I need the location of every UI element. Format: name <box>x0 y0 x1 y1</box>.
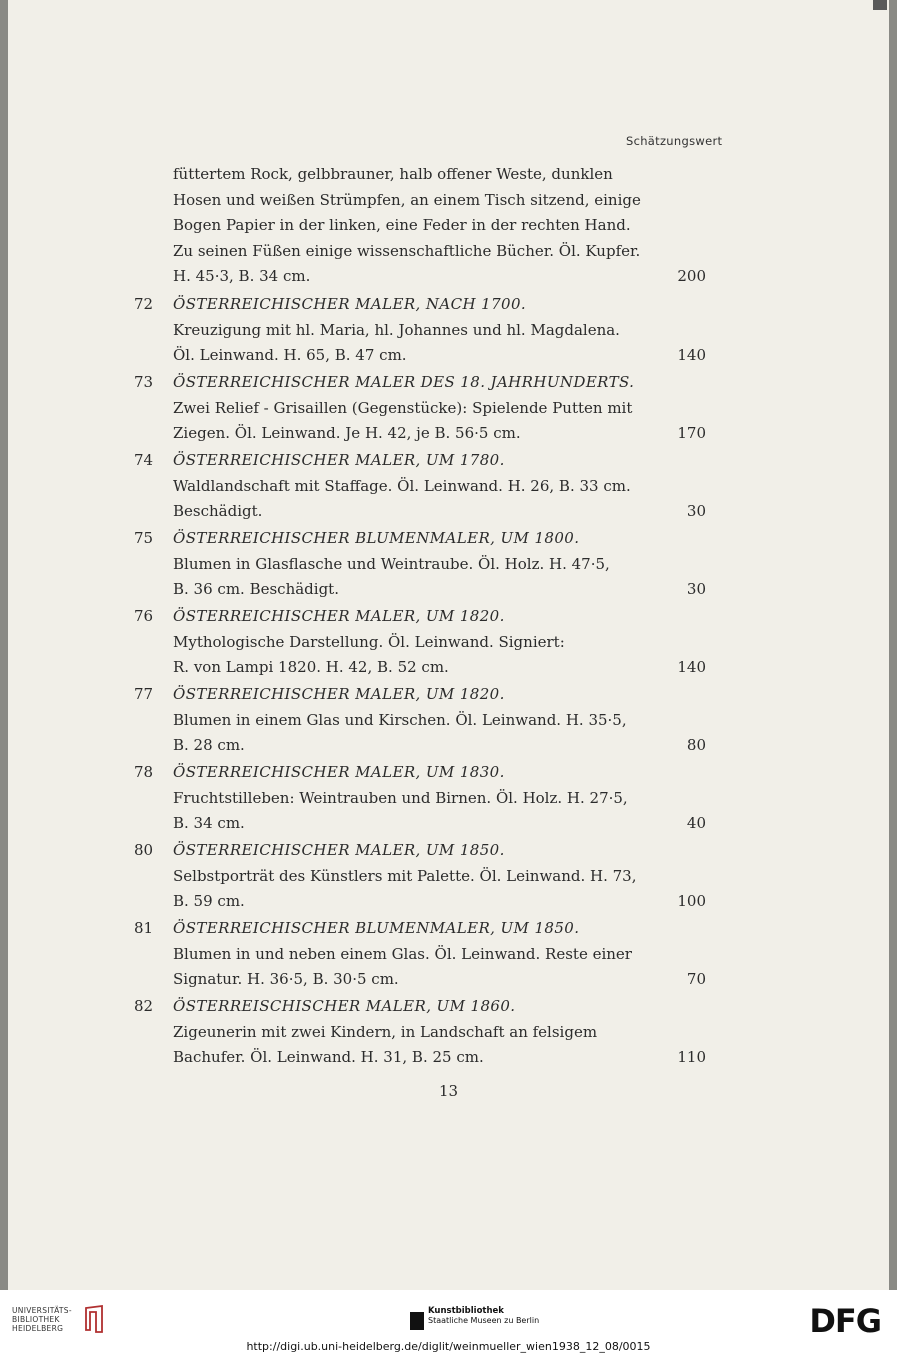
kunstbibliothek-logo-icon <box>410 1312 424 1330</box>
text-line: Hosen und weißen Strümpfen, an einem Tisch sitzend, einige <box>173 190 641 209</box>
entry-number: 82 <box>134 997 154 1015</box>
artist-heading: ÖSTERREICHISCHER MALER, UM 1830. <box>173 763 505 781</box>
uni-line: UNIVERSITÄTS- <box>12 1306 72 1315</box>
description-line: Blumen in einem Glas und Kirschen. Öl. Leinwand. H. 35·5, <box>173 710 627 729</box>
description-line: B. 34 cm. <box>173 814 245 832</box>
entry-text <box>173 526 651 603</box>
price: 140 <box>677 658 706 676</box>
price: 40 <box>686 814 706 832</box>
description-line: Mythologische Darstellung. Öl. Leinwand. Signiert: <box>173 632 565 651</box>
entry-text <box>173 760 651 837</box>
text-line: H. 45·3, B. 34 cm. <box>173 267 311 285</box>
entry-number: 81 <box>134 919 154 937</box>
entry-number: 77 <box>134 685 154 703</box>
price: 100 <box>677 892 706 910</box>
text-line: Bogen Papier in der linken, eine Feder in der rechten Hand. <box>173 216 631 234</box>
price: 30 <box>686 580 706 598</box>
artist-heading: ÖSTERREISCHISCHER MALER, UM 1860. <box>173 997 516 1015</box>
entry-text <box>173 604 651 681</box>
text-line: Zu seinen Füßen einige wissenschaftliche Bücher. Öl. Kupfer. <box>173 241 641 260</box>
entry-number: 78 <box>134 763 154 781</box>
description-line: B. 36 cm. Beschädigt. <box>173 580 339 598</box>
column-header: Schätzungswert <box>626 134 723 148</box>
entry-text <box>173 292 651 369</box>
price: 30 <box>686 502 706 520</box>
entry-text <box>173 838 651 915</box>
university-library-name <box>12 1306 72 1333</box>
price: 170 <box>677 424 706 442</box>
entry-text <box>173 448 651 525</box>
kb-title: Kunstbibliothek <box>428 1306 504 1316</box>
kb-subtitle: Staatliche Museen zu Berlin <box>428 1316 540 1325</box>
description-line: Zwei Relief - Grisaillen (Gegenstücke): Spielende Putten mit <box>173 398 633 417</box>
description-line: B. 28 cm. <box>173 736 245 754</box>
uni-line: HEIDELBERG <box>12 1324 64 1333</box>
artist-heading: ÖSTERREICHISCHER BLUMENMALER, UM 1850. <box>173 919 580 937</box>
description-line: Blumen in Glasflasche und Weintraube. Öl. Holz. H. 47·5, <box>173 554 610 573</box>
description-line: Selbstporträt des Künstlers mit Palette. Öl. Leinwand. H. 73, <box>173 866 637 885</box>
kunstbibliothek-name <box>428 1306 539 1326</box>
description-line: Waldlandschaft mit Staffage. Öl. Leinwand. H. 26, B. 33 cm. <box>173 476 631 495</box>
source-url: http://digi.ub.uni-heidelberg.de/diglit/weinmueller_wien1938_12_08/0015 <box>246 1340 651 1353</box>
entry-number: 76 <box>134 607 154 625</box>
uni-line: BIBLIOTHEK <box>12 1315 60 1324</box>
price: 140 <box>677 346 706 364</box>
entry-number: 72 <box>134 295 154 313</box>
description-line: Bachufer. Öl. Leinwand. H. 31, B. 25 cm. <box>173 1048 484 1066</box>
artist-heading: ÖSTERREICHISCHER MALER, UM 1780. <box>173 451 505 469</box>
entry-text <box>173 994 651 1071</box>
university-logo-icon <box>82 1304 106 1334</box>
artist-heading: ÖSTERREICHISCHER MALER, UM 1820. <box>173 685 505 703</box>
price: 70 <box>686 970 706 988</box>
artist-heading: ÖSTERREICHISCHER MALER, NACH 1700. <box>173 295 527 313</box>
continuation-text <box>173 162 651 290</box>
artist-heading: ÖSTERREICHISCHER MALER DES 18. JAHRHUNDERTS. <box>173 373 635 391</box>
description-line: R. von Lampi 1820. H. 42, B. 52 cm. <box>173 658 449 676</box>
description-line: Ziegen. Öl. Leinwand. Je H. 42, je B. 56·5 cm. <box>173 424 521 442</box>
entry-text <box>173 916 651 993</box>
scan-edge-mark <box>873 0 887 10</box>
description-line: Signatur. H. 36·5, B. 30·5 cm. <box>173 970 399 988</box>
text-line: füttertem Rock, gelbbrauner, halb offener Weste, dunklen <box>173 165 613 183</box>
entry-number: 75 <box>134 529 154 547</box>
price: 80 <box>686 736 706 754</box>
description-line: Kreuzigung mit hl. Maria, hl. Johannes und hl. Magdalena. <box>173 320 620 339</box>
entry-text <box>173 682 651 759</box>
description-line: B. 59 cm. <box>173 892 245 910</box>
description-line: Fruchtstilleben: Weintrauben und Birnen. Öl. Holz. H. 27·5, <box>173 788 628 807</box>
artist-heading: ÖSTERREICHISCHER BLUMENMALER, UM 1800. <box>173 529 580 547</box>
document-page <box>8 0 889 1290</box>
entry-text <box>173 370 651 447</box>
artist-heading: ÖSTERREICHISCHER MALER, UM 1850. <box>173 841 505 859</box>
price: 200 <box>677 267 706 285</box>
artist-heading: ÖSTERREICHISCHER MALER, UM 1820. <box>173 607 505 625</box>
entry-number: 80 <box>134 841 154 859</box>
digitization-footer <box>0 1290 897 1356</box>
entry-number: 73 <box>134 373 154 391</box>
price: 110 <box>677 1048 706 1066</box>
description-line: Beschädigt. <box>173 502 263 520</box>
entry-number: 74 <box>134 451 154 469</box>
description-line: Zigeunerin mit zwei Kindern, in Landschaft an felsigem <box>173 1022 598 1041</box>
description-line: Blumen in und neben einem Glas. Öl. Leinwand. Reste einer <box>173 944 632 963</box>
page-number: 13 <box>438 1082 459 1100</box>
description-line: Öl. Leinwand. H. 65, B. 47 cm. <box>173 346 407 364</box>
dfg-logo: DFG <box>809 1302 881 1340</box>
